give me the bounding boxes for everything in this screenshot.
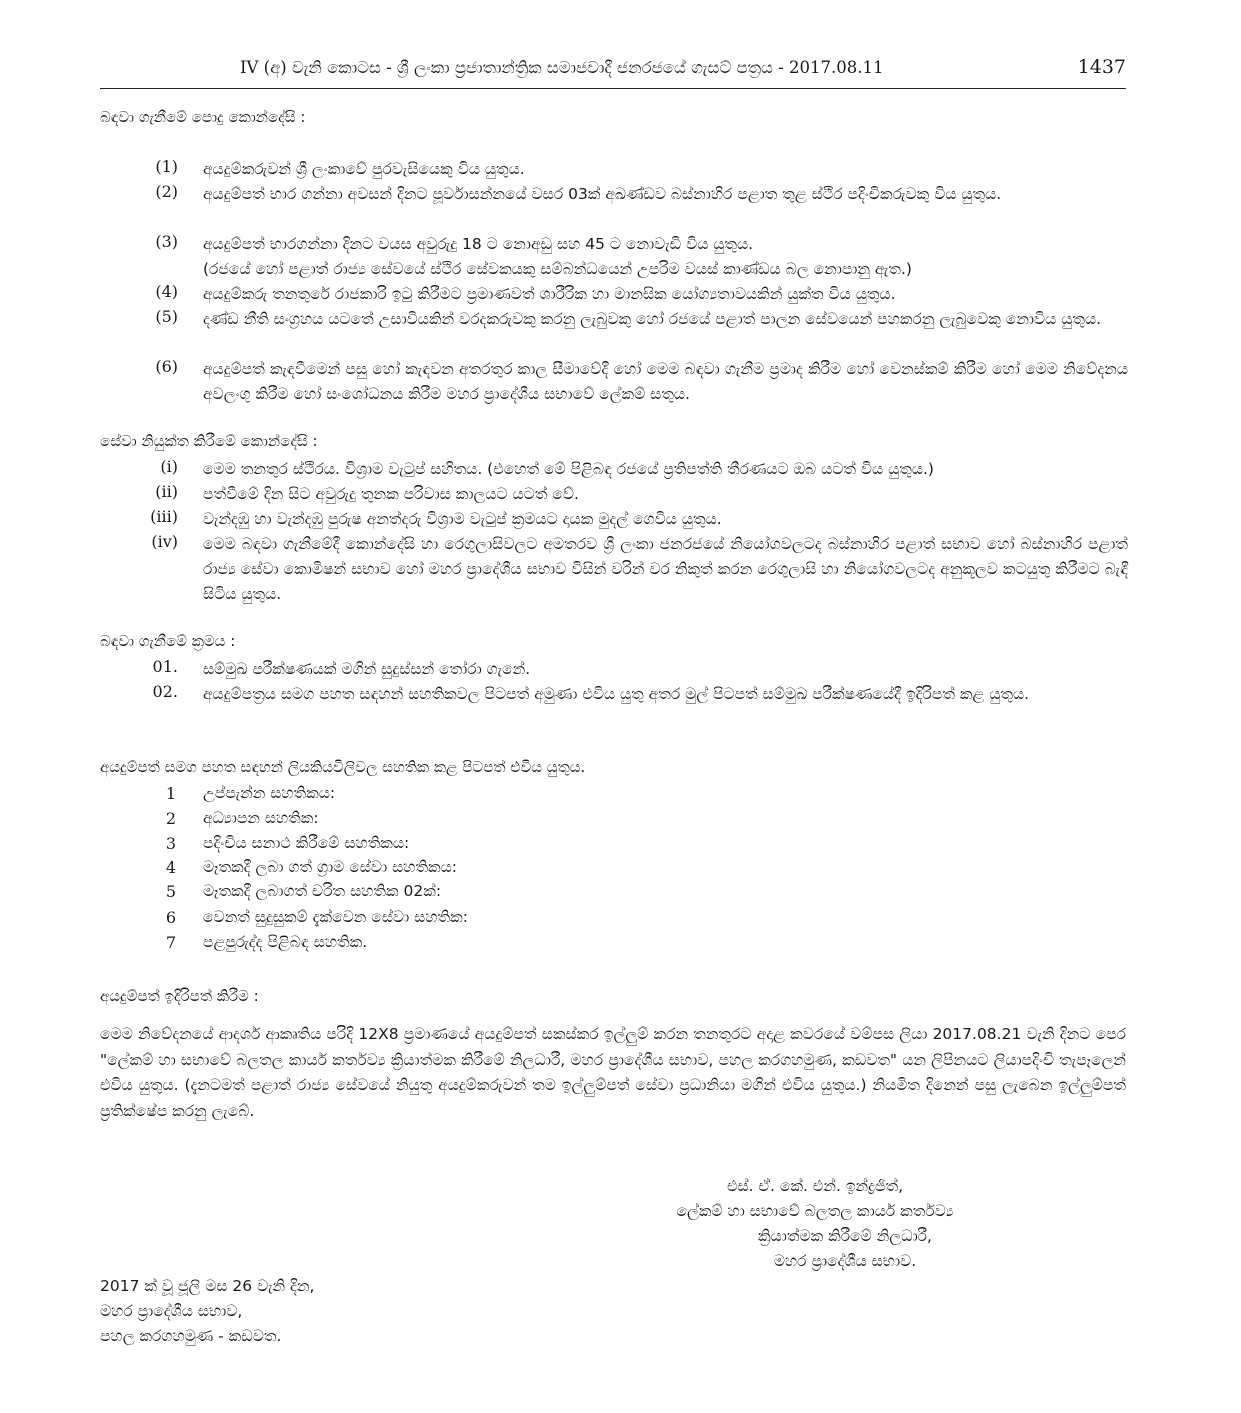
signatory-title-line: ලේකම් හා සභාවේ බලතල කාර්ය කර්තව්‍ය <box>676 1202 954 1220</box>
item-text: පත්වීමේ දින සිට අවුරුදු තුනක පරිවාස කාලයට යටත් වේ. <box>203 485 579 503</box>
issue-address: පහල කරගහමුණ - කඩවත. <box>100 1327 282 1345</box>
item-text: අධ්‍යාපන සහතික: <box>203 809 319 827</box>
item-number: (iii) <box>150 507 178 526</box>
list-item <box>0 858 1241 882</box>
item-text: අයදුම්පත් කැඳවීමෙන් පසු හෝ කැඳවන අතරතුර කාල සීමාවේදී හෝ මෙම බඳවා ගැනීම ප්‍රමාද කිරීම හෝ වෙනස්කම් කිරීම හෝ මෙම නිවේදනය අවලංගු කිරීම හෝ සංශෝධනය කිරීම මහර ප්‍රාදේශීය සභාවේ ලේකම් සතුය. <box>203 360 1128 403</box>
page-number: 1437 <box>1077 56 1126 78</box>
item-number: 4 <box>165 858 176 877</box>
item-number: 3 <box>165 834 176 853</box>
item-number: (4) <box>155 282 178 301</box>
item-number: 5 <box>165 882 176 901</box>
list-item <box>0 834 1241 858</box>
item-number: 02. <box>152 682 178 701</box>
item-number: (2) <box>155 182 178 201</box>
item-number: (iv) <box>151 532 178 551</box>
service-conditions-title: සේවා නියුක්ත කිරීමේ කොන්දේසි : <box>100 432 318 450</box>
list-item <box>0 784 1241 808</box>
item-text: මෑතකදී ලබා ගත් ග්‍රාම සේවා සහතිකය: <box>203 858 457 876</box>
signatory-name: එස්. ඒ. කේ. එන්. ඉන්ද්‍රජිත්, <box>726 1177 904 1195</box>
gazette-title: IV (අ) වැනි කොටස - ශ්‍රී ලංකා ප්‍රජාතාන්ත්‍රික සමාජවාදී ජනරජයේ ගැසට් පත්‍රය - 2017.08.11 <box>240 58 884 77</box>
item-number: (i) <box>160 457 178 476</box>
item-number: 7 <box>165 933 176 952</box>
item-text: සම්මුඛ පරීක්ෂණයක් මගින් සුදුස්සන් තෝරා ගැනේ. <box>203 660 531 678</box>
item-number: (ii) <box>155 482 178 501</box>
signatory-office: මහර ප්‍රාදේශීය සභාව. <box>773 1252 917 1270</box>
documents-title: අයදුම්පත් සමග පහත සඳහන් ලියකියවිලිවල සහතික කළ පිටපත් එවිය යුතුය. <box>100 758 586 776</box>
item-text: වැන්දඹු හා වැන්දඹු පුරුෂ අනත්දරු විශ්‍රාම වැටුප් ක්‍රමයට දායක මුදල් ගෙවිය යුතුය. <box>203 510 722 528</box>
item-text: මෑතකදී ලබාගත් චරිත සහතික 02ක්: <box>203 882 442 900</box>
list-item <box>0 882 1241 906</box>
item-number: 01. <box>152 657 178 676</box>
issue-date: 2017 ක් වූ ජූලි මස 26 වැනි දින, <box>100 1277 315 1295</box>
submission-title: අයදුම්පත් ඉදිරිපත් කිරීම : <box>100 987 259 1005</box>
item-number: (6) <box>155 357 178 376</box>
item-text: මෙම බඳවා ගැනීමේදී කොන්දේසි හා රෙගුලාසිවලට අමතරව ශ්‍රී ලංකා ජනරජයේ නියෝගවලටද බස්නාහිර පළාත් සභාව හෝ බස්නාහිර පළාත් රාජ්‍ය සේවා කොමිෂන් සභාව හෝ මහර ප්‍රාදේශීය සභාව විසින් වරින් වර නිකුත් කරන රෙගුලාසි හා නියෝගවලටද අනුකූලව කටයුතු කිරීමට බැඳී සිටිය යුතුය. <box>203 535 1128 603</box>
signatory-title-line: ක්‍රියාත්මක කිරීමේ නිලධාරී, <box>758 1227 932 1245</box>
item-text: මෙම තනතුර ස්ථිරය. විශ්‍රාම වැටුප් සහිතය. (එහෙත් මේ පිළිබඳ රජයේ ප්‍රතිපත්ති තීරණයට ඔබ යටත් විය යුතුය.) <box>203 460 934 478</box>
page-header <box>100 52 1126 89</box>
submission-paragraph: මෙම නිවේදනයේ ආදර්ශ ආකෘතිය පරිදි 12X8 ප්‍රමාණයේ අයදුම්පත් සකස්කර ඉල්ලුම් කරන තනතුරට අදාළ කවරයේ වම්පස ලියා 2017.08.21 වැනි දිනට පෙර "ලේකම් හා සභාවේ බලතල කාර්ය කර්තව්‍ය ක්‍රියාත්මක කිරීමේ නිලධාරී, මහර ප්‍රාදේශීය සභාව, පහල කරගහමුණ, කඩවත" යන ලිපිනයට ලියාපදිංචි තැපෑලෙන් එවිය යුතුය. (දැනටමත් පළාත් රාජ්‍ය සේවයේ නියුතු අයදුම්කරුවන් තම ඉල්ලුම්පත් සේවා ප්‍රධානියා මගින් එවිය යුතුය.) නියමිත දිනෙන් පසු ලැබෙන ඉල්ලුම්පත් ප්‍රතික්ෂේප කරනු ලැබේ. <box>100 1025 1126 1120</box>
item-text: උප්පැන්න සහතිකය: <box>203 784 336 802</box>
item-text: අයදුම්පත් භාර ගන්නා අවසන් දිනට පූර්වාසන්නයේ වසර 03ක් අඛණ්ඩව බස්නාහිර පළාත තුළ ස්ථිර පදිංචිකරුවකු විය යුතුය. <box>203 185 1002 203</box>
item-text: අයදුම්කරු තනතුරේ රාජකාරි ඉටු කිරීමට ප්‍රමාණවත් ශාරීරික හා මානසික යෝග්‍යතාවයකින් යුක්ත විය යුතුය. <box>203 285 896 303</box>
general-conditions-title: බඳවා ගැනීමේ පොදු කොන්දේසි : <box>100 108 306 126</box>
item-text: අයදුම්පත්‍රය සමග පහත සඳහන් සහතිකවල පිටපත් අමුණා එවිය යුතු අතර මුල් පිටපත් සම්මුඛ පරීක්ෂණයේදී ඉදිරිපත් කළ යුතුය. <box>203 685 1030 703</box>
item-text: පදිංචිය සනාථ කිරීමේ සහතිකය: <box>203 834 410 852</box>
item-number: (3) <box>155 232 178 251</box>
item-number: 2 <box>165 809 176 828</box>
item-text: අයදුම්කරුවන් ශ්‍රී ලංකාවේ පුරවැසියෙකු විය යුතුය. <box>203 160 525 178</box>
item-number: 6 <box>165 908 176 927</box>
item-text: පළපුරුද්ද පිළිබඳ සහතික. <box>203 933 368 951</box>
item-text: දණ්ඩ නීති සංග්‍රහය යටතේ උසාවියකින් වරදකරුවකු කරනු ලැබුවකු හෝ රජයේ පළාත් පාලන සේවයෙන් පහකරනු ලැබුවෙකු නොවිය යුතුය. <box>203 310 1102 328</box>
item-number: (5) <box>155 307 178 326</box>
item-text: වෙනත් සුදුසුකම් දැක්වෙන සේවා සහතික: <box>203 908 468 926</box>
item-number: (1) <box>155 157 178 176</box>
list-item <box>0 908 1241 932</box>
issue-office: මහර ප්‍රාදේශීය සභාව, <box>100 1302 243 1320</box>
recruitment-method-title: බඳවා ගැනීමේ ක්‍රමය : <box>100 632 236 650</box>
item-number: 1 <box>165 784 176 803</box>
item-text: අයදුම්පත් භාරගන්නා දිනට වයස අවුරුදු 18 ට නොඅඩු සහ 45 ට නොවැඩි විය යුතුය. (රජයේ හෝ පළාත් රාජ්‍ය සේවයේ ස්ථිර සේවකයකු සම්බන්ධයෙන් උපරිම වයස් කාණ්ඩය බල නොපානු ඇත.) <box>203 235 912 278</box>
list-item <box>0 933 1241 957</box>
list-item <box>0 809 1241 833</box>
